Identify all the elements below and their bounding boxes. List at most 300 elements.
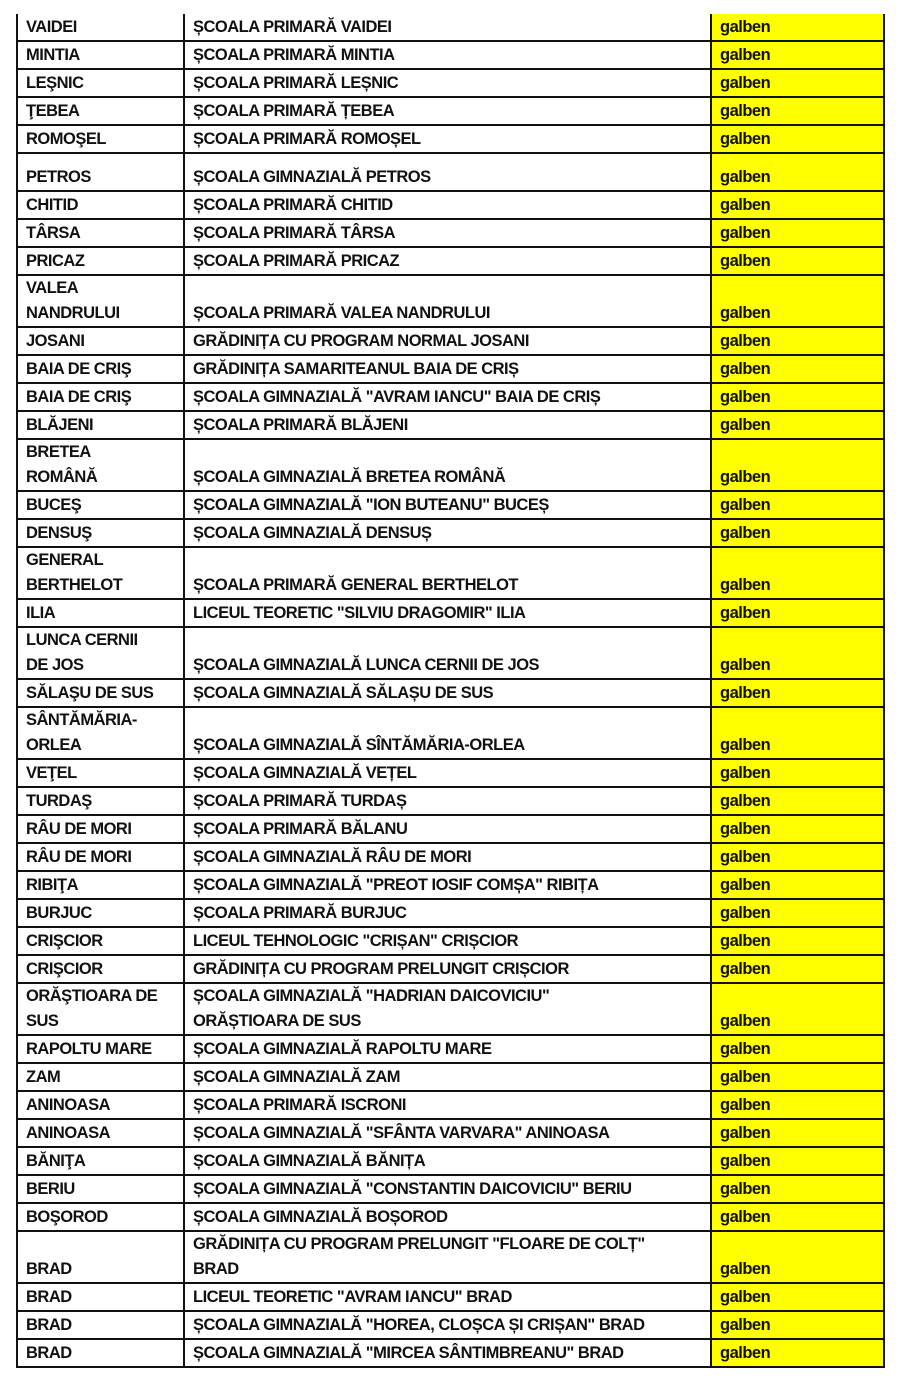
locality-cell-line: PETROS: [26, 168, 91, 186]
table-row: [17, 1063, 884, 1091]
status-cell: [711, 1063, 884, 1091]
status-label: galben: [720, 46, 771, 64]
table-row: [17, 927, 884, 955]
school-name-cell-line: ȘCOALA PRIMARĂ MINTIA: [193, 46, 395, 64]
status-cell: [711, 1091, 884, 1119]
locality-cell-line: DE JOS: [26, 656, 84, 674]
school-name-cell: [184, 843, 711, 871]
school-name-cell: [184, 707, 711, 759]
school-name-cell: [184, 41, 711, 69]
locality-cell-line: JOSANI: [26, 332, 85, 350]
locality-cell-line: PRICAZ: [26, 252, 85, 270]
school-name-cell-line: ȘCOALA GIMNAZIALĂ DENSUȘ: [193, 524, 432, 542]
school-name-cell: [184, 1147, 711, 1175]
status-label: galben: [720, 960, 771, 978]
locality-cell: [17, 1035, 184, 1063]
table-row: [17, 327, 884, 355]
locality-cell: [17, 679, 184, 707]
status-label: galben: [720, 416, 771, 434]
table-row: [17, 1283, 884, 1311]
status-cell: [711, 815, 884, 843]
status-cell: [711, 983, 884, 1035]
locality-cell-line: BAIA DE CRIŞ: [26, 360, 132, 378]
school-name-cell-line: GRĂDINIȚA CU PROGRAM NORMAL JOSANI: [193, 332, 529, 350]
school-name-cell: [184, 1063, 711, 1091]
school-name-cell: [184, 1203, 711, 1231]
status-cell: [711, 1119, 884, 1147]
locality-cell-line: RIBIŢA: [26, 876, 78, 894]
locality-cell-line: TURDAŞ: [26, 792, 92, 810]
locality-cell-line: NANDRULUI: [26, 304, 120, 322]
table-row: [17, 759, 884, 787]
status-cell: [711, 69, 884, 97]
school-name-cell: [184, 1119, 711, 1147]
school-name-cell-line: ȘCOALA GIMNAZIALĂ SÎNTĂMĂRIA-ORLEA: [193, 736, 525, 754]
status-cell: [711, 383, 884, 411]
school-name-cell: [184, 69, 711, 97]
locality-cell-line: BUCEŞ: [26, 496, 82, 514]
locality-cell-line: MINTIA: [26, 46, 80, 64]
locality-cell-line: SĂLAŞU DE SUS: [26, 684, 154, 702]
status-label: galben: [720, 684, 771, 702]
status-label: galben: [720, 304, 771, 322]
status-cell: [711, 1339, 884, 1367]
locality-cell: [17, 1147, 184, 1175]
school-name-cell: [184, 1283, 711, 1311]
school-name-cell: [184, 627, 711, 679]
school-name-cell: [184, 383, 711, 411]
locality-cell: [17, 411, 184, 439]
locality-cell-line: SÂNTĂMĂRIA-: [26, 711, 137, 729]
locality-cell-line: BRAD: [26, 1288, 72, 1306]
locality-cell-line: BAIA DE CRIŞ: [26, 388, 132, 406]
status-label: galben: [720, 1344, 771, 1362]
table-row: [17, 1311, 884, 1339]
status-cell: [711, 275, 884, 327]
status-label: galben: [720, 792, 771, 810]
school-name-cell-line: ȘCOALA GIMNAZIALĂ PETROS: [193, 168, 431, 186]
status-cell: [711, 1311, 884, 1339]
locality-cell: [17, 599, 184, 627]
school-name-cell-line: ȘCOALA GIMNAZIALĂ BĂNIȚA: [193, 1152, 426, 1170]
locality-cell-line: ANINOASA: [26, 1124, 111, 1142]
table-row: [17, 1119, 884, 1147]
table-row: [17, 125, 884, 153]
table-row: [17, 275, 884, 327]
status-label: galben: [720, 168, 771, 186]
school-name-cell-line: ȘCOALA GIMNAZIALĂ LUNCA CERNII DE JOS: [193, 656, 540, 674]
table-row: [17, 1231, 884, 1283]
table-row: [17, 1203, 884, 1231]
table-row: [17, 707, 884, 759]
school-name-cell-line: ȘCOALA GIMNAZIALĂ ZAM: [193, 1068, 401, 1086]
schools-table-body: [17, 14, 884, 1367]
status-cell: [711, 191, 884, 219]
school-name-cell-line: ȘCOALA GIMNAZIALĂ "HOREA, CLOȘCA ȘI CRIȘAN" BRAD: [193, 1316, 645, 1334]
locality-cell-line: CRIŞCIOR: [26, 960, 103, 978]
table-row: [17, 247, 884, 275]
status-cell: [711, 547, 884, 599]
table-row: [17, 411, 884, 439]
locality-cell-line: CRIŞCIOR: [26, 932, 103, 950]
status-label: galben: [720, 224, 771, 242]
school-name-cell-line: ȘCOALA GIMNAZIALĂ BRETEA ROMÂNĂ: [193, 468, 506, 486]
locality-cell-line: [26, 1232, 175, 1257]
locality-cell: [17, 815, 184, 843]
status-label: galben: [720, 820, 771, 838]
locality-cell-line: VEŢEL: [26, 764, 77, 782]
status-cell: [711, 843, 884, 871]
status-label: galben: [720, 1180, 771, 1198]
status-label: galben: [720, 1260, 771, 1278]
status-label: galben: [720, 1316, 771, 1334]
status-cell: [711, 491, 884, 519]
school-name-cell: [184, 547, 711, 599]
locality-cell: [17, 439, 184, 491]
locality-cell-line: SUS: [26, 1012, 59, 1030]
status-label: galben: [720, 932, 771, 950]
status-cell: [711, 927, 884, 955]
table-row: [17, 787, 884, 815]
school-name-cell-line: ȘCOALA GIMNAZIALĂ "PREOT IOSIF COMȘA" RIBIȚA: [193, 876, 599, 894]
school-name-cell-line: ȘCOALA GIMNAZIALĂ "AVRAM IANCU" BAIA DE CRIȘ: [193, 388, 601, 406]
locality-cell-line: BĂNIŢA: [26, 1152, 86, 1170]
school-name-cell-line: ȘCOALA GIMNAZIALĂ "MIRCEA SÂNTIMBREANU" BRAD: [193, 1344, 624, 1362]
locality-cell-line: ORLEA: [26, 736, 82, 754]
locality-cell: [17, 491, 184, 519]
locality-cell: [17, 927, 184, 955]
status-cell: [711, 1035, 884, 1063]
locality-cell: [17, 383, 184, 411]
locality-cell-line: BRETEA: [26, 443, 91, 461]
school-name-cell: [184, 1339, 711, 1367]
school-name-cell: [184, 247, 711, 275]
school-name-cell-line: ȘCOALA GIMNAZIALĂ "HADRIAN DAICOVICIU": [193, 987, 550, 1005]
school-name-cell: [184, 491, 711, 519]
locality-cell-line: ILIA: [26, 604, 56, 622]
school-name-cell-line: ȘCOALA GIMNAZIALĂ RÂU DE MORI: [193, 848, 472, 866]
locality-cell: [17, 275, 184, 327]
school-name-cell: [184, 1311, 711, 1339]
locality-cell: [17, 871, 184, 899]
locality-cell-line: ROMÂNĂ: [26, 468, 98, 486]
status-label: galben: [720, 1152, 771, 1170]
locality-cell: [17, 1339, 184, 1367]
school-name-cell-line: ȘCOALA GIMNAZIALĂ SĂLAȘU DE SUS: [193, 684, 494, 702]
school-name-cell: [184, 599, 711, 627]
table-row: [17, 599, 884, 627]
school-name-cell: [184, 1231, 711, 1283]
locality-cell: [17, 219, 184, 247]
school-name-cell: [184, 871, 711, 899]
locality-cell: [17, 1091, 184, 1119]
status-label: galben: [720, 848, 771, 866]
status-label: galben: [720, 1068, 771, 1086]
locality-cell: [17, 547, 184, 599]
locality-cell: [17, 191, 184, 219]
locality-cell: [17, 1283, 184, 1311]
school-name-cell-line: GRĂDINIȚA SAMARITEANUL BAIA DE CRIȘ: [193, 360, 519, 378]
table-row: [17, 69, 884, 97]
table-row: [17, 1175, 884, 1203]
status-label: galben: [720, 252, 771, 270]
school-name-cell: [184, 1035, 711, 1063]
school-name-cell-line: BRAD: [193, 1260, 239, 1278]
school-name-cell-line: ȘCOALA PRIMARĂ BURJUC: [193, 904, 407, 922]
table-row: [17, 97, 884, 125]
locality-cell-line: BERIU: [26, 1180, 75, 1198]
locality-cell: [17, 1311, 184, 1339]
school-name-cell-line: ȘCOALA PRIMARĂ TÂRSA: [193, 224, 396, 242]
school-name-cell-line: ȘCOALA GIMNAZIALĂ "SFÂNTA VARVARA" ANINOASA: [193, 1124, 610, 1142]
school-name-cell-line: ORĂȘTIOARA DE SUS: [193, 1012, 361, 1030]
status-label: galben: [720, 764, 771, 782]
school-name-cell-line: ȘCOALA PRIMARĂ TURDAȘ: [193, 792, 407, 810]
school-name-cell-line: GRĂDINIȚA CU PROGRAM PRELUNGIT "FLOARE DE COLȚ": [193, 1235, 645, 1253]
locality-cell: [17, 69, 184, 97]
status-label: galben: [720, 1124, 771, 1142]
locality-cell: [17, 1063, 184, 1091]
status-label: galben: [720, 1096, 771, 1114]
locality-cell-line: BRAD: [26, 1316, 72, 1334]
school-name-cell: [184, 983, 711, 1035]
locality-cell: [17, 519, 184, 547]
locality-cell: [17, 983, 184, 1035]
table-row: [17, 355, 884, 383]
school-name-cell-line: ȘCOALA PRIMARĂ PRICAZ: [193, 252, 400, 270]
status-label: galben: [720, 332, 771, 350]
locality-cell-line: CHITID: [26, 196, 78, 214]
locality-cell-line: BURJUC: [26, 904, 92, 922]
table-row: [17, 1147, 884, 1175]
status-label: galben: [720, 576, 771, 594]
school-name-cell-line: ȘCOALA PRIMARĂ ISCRONI: [193, 1096, 406, 1114]
status-label: galben: [720, 1012, 771, 1030]
school-name-cell: [184, 1175, 711, 1203]
status-label: galben: [720, 102, 771, 120]
locality-cell: [17, 1203, 184, 1231]
school-name-cell: [184, 759, 711, 787]
table-row: [17, 1339, 884, 1367]
status-cell: [711, 871, 884, 899]
status-cell: [711, 1147, 884, 1175]
school-name-cell: [184, 787, 711, 815]
locality-cell-line: ANINOASA: [26, 1096, 111, 1114]
status-cell: [711, 707, 884, 759]
table-row: [17, 1035, 884, 1063]
table-row: [17, 983, 884, 1035]
school-name-cell: [184, 411, 711, 439]
school-name-cell: [184, 355, 711, 383]
table-row: [17, 627, 884, 679]
school-name-cell: [184, 439, 711, 491]
table-row: [17, 219, 884, 247]
school-name-cell-line: [193, 708, 702, 733]
school-name-cell: [184, 519, 711, 547]
status-cell: [711, 1175, 884, 1203]
school-name-cell: [184, 927, 711, 955]
school-name-cell: [184, 219, 711, 247]
table-row: [17, 153, 884, 191]
table-row: [17, 383, 884, 411]
locality-cell-line: TÂRSA: [26, 224, 81, 242]
locality-cell: [17, 955, 184, 983]
locality-cell: [17, 125, 184, 153]
status-label: galben: [720, 656, 771, 674]
locality-cell-line: BLĂJENI: [26, 416, 94, 434]
school-name-cell-line: ȘCOALA GIMNAZIALĂ "CONSTANTIN DAICOVICIU" BERIU: [193, 1180, 632, 1198]
locality-cell: [17, 1119, 184, 1147]
status-cell: [711, 14, 884, 41]
status-cell: [711, 153, 884, 191]
status-cell: [711, 97, 884, 125]
locality-cell-line: VAIDEI: [26, 18, 77, 36]
locality-cell-line: ZAM: [26, 1068, 61, 1086]
locality-cell: [17, 97, 184, 125]
status-label: galben: [720, 604, 771, 622]
school-name-cell: [184, 899, 711, 927]
school-name-cell: [184, 191, 711, 219]
table-row: [17, 815, 884, 843]
school-name-cell: [184, 97, 711, 125]
table-row: [17, 955, 884, 983]
school-name-cell-line: [193, 548, 702, 573]
table-row: [17, 41, 884, 69]
school-name-cell-line: ȘCOALA PRIMARĂ BLĂJENI: [193, 416, 408, 434]
status-label: galben: [720, 388, 771, 406]
locality-cell: [17, 14, 184, 41]
status-cell: [711, 627, 884, 679]
locality-cell: [17, 41, 184, 69]
school-name-cell-line: ȘCOALA PRIMARĂ ȚEBEA: [193, 102, 395, 120]
status-cell: [711, 1203, 884, 1231]
locality-cell-line: BERTHELOT: [26, 576, 123, 594]
status-cell: [711, 355, 884, 383]
school-name-cell-line: ȘCOALA GIMNAZIALĂ RAPOLTU MARE: [193, 1040, 492, 1058]
status-cell: [711, 519, 884, 547]
school-name-cell-line: ȘCOALA GIMNAZIALĂ VEȚEL: [193, 764, 417, 782]
school-name-cell-line: GRĂDINIȚA CU PROGRAM PRELUNGIT CRIȘCIOR: [193, 960, 569, 978]
locality-cell-line: RÂU DE MORI: [26, 848, 132, 866]
school-name-cell-line: LICEUL TEORETIC "AVRAM IANCU" BRAD: [193, 1288, 512, 1306]
school-name-cell: [184, 815, 711, 843]
locality-cell-line: DENSUŞ: [26, 524, 92, 542]
table-row: [17, 14, 884, 41]
locality-cell: [17, 355, 184, 383]
locality-cell-line: GENERAL: [26, 551, 104, 569]
locality-cell: [17, 759, 184, 787]
status-cell: [711, 1231, 884, 1283]
locality-cell-line: ORĂŞTIOARA DE: [26, 987, 158, 1005]
school-name-cell-line: [193, 276, 702, 301]
status-label: galben: [720, 1208, 771, 1226]
school-name-cell: [184, 153, 711, 191]
status-label: galben: [720, 360, 771, 378]
locality-cell: [17, 153, 184, 191]
locality-cell: [17, 707, 184, 759]
school-name-cell: [184, 955, 711, 983]
status-cell: [711, 599, 884, 627]
locality-cell: [17, 899, 184, 927]
table-row: [17, 519, 884, 547]
locality-cell-line: LEŞNIC: [26, 74, 84, 92]
status-label: galben: [720, 1288, 771, 1306]
locality-cell-line: LUNCA CERNII: [26, 631, 138, 649]
school-name-cell-line: ȘCOALA PRIMARĂ CHITID: [193, 196, 393, 214]
school-name-cell: [184, 327, 711, 355]
status-cell: [711, 125, 884, 153]
status-label: galben: [720, 468, 771, 486]
locality-cell-line: RAPOLTU MARE: [26, 1040, 152, 1058]
status-cell: [711, 679, 884, 707]
status-label: galben: [720, 130, 771, 148]
status-cell: [711, 1283, 884, 1311]
table-row: [17, 439, 884, 491]
status-cell: [711, 439, 884, 491]
status-cell: [711, 41, 884, 69]
school-name-cell-line: LICEUL TEORETIC "SILVIU DRAGOMIR" ILIA: [193, 604, 526, 622]
locality-cell-line: BRAD: [26, 1260, 72, 1278]
locality-cell-line: BOŞOROD: [26, 1208, 108, 1226]
school-name-cell: [184, 679, 711, 707]
status-label: galben: [720, 736, 771, 754]
status-label: galben: [720, 196, 771, 214]
school-name-cell-line: [193, 628, 702, 653]
status-label: galben: [720, 524, 771, 542]
locality-cell: [17, 627, 184, 679]
table-row: [17, 547, 884, 599]
school-name-cell-line: ȘCOALA PRIMARĂ GENERAL BERTHELOT: [193, 576, 519, 594]
locality-cell: [17, 327, 184, 355]
locality-cell: [17, 1175, 184, 1203]
locality-cell: [17, 247, 184, 275]
school-name-cell-line: ȘCOALA PRIMARĂ VALEA NANDRULUI: [193, 304, 490, 322]
status-cell: [711, 247, 884, 275]
locality-cell-line: ŢEBEA: [26, 102, 80, 120]
status-cell: [711, 955, 884, 983]
locality-cell-line: RÂU DE MORI: [26, 820, 132, 838]
status-label: galben: [720, 876, 771, 894]
status-cell: [711, 411, 884, 439]
school-name-cell-line: ȘCOALA GIMNAZIALĂ "ION BUTEANU" BUCEȘ: [193, 496, 549, 514]
table-row: [17, 491, 884, 519]
school-name-cell-line: ȘCOALA PRIMARĂ LEȘNIC: [193, 74, 399, 92]
status-label: galben: [720, 496, 771, 514]
table-row: [17, 843, 884, 871]
school-name-cell-line: LICEUL TEHNOLOGIC "CRIȘAN" CRIȘCIOR: [193, 932, 519, 950]
table-row: [17, 871, 884, 899]
status-cell: [711, 787, 884, 815]
school-name-cell: [184, 125, 711, 153]
table-row: [17, 191, 884, 219]
school-name-cell: [184, 275, 711, 327]
status-cell: [711, 327, 884, 355]
status-label: galben: [720, 18, 771, 36]
school-name-cell: [184, 1091, 711, 1119]
school-name-cell-line: ȘCOALA PRIMARĂ ROMOȘEL: [193, 130, 421, 148]
locality-cell: [17, 1231, 184, 1283]
status-cell: [711, 759, 884, 787]
school-name-cell-line: ȘCOALA PRIMARĂ BĂLANU: [193, 820, 408, 838]
schools-table: [16, 14, 885, 1368]
table-row: [17, 899, 884, 927]
status-cell: [711, 219, 884, 247]
status-label: galben: [720, 74, 771, 92]
table-row: [17, 1091, 884, 1119]
status-cell: [711, 899, 884, 927]
status-label: galben: [720, 904, 771, 922]
school-name-cell-line: [193, 440, 702, 465]
